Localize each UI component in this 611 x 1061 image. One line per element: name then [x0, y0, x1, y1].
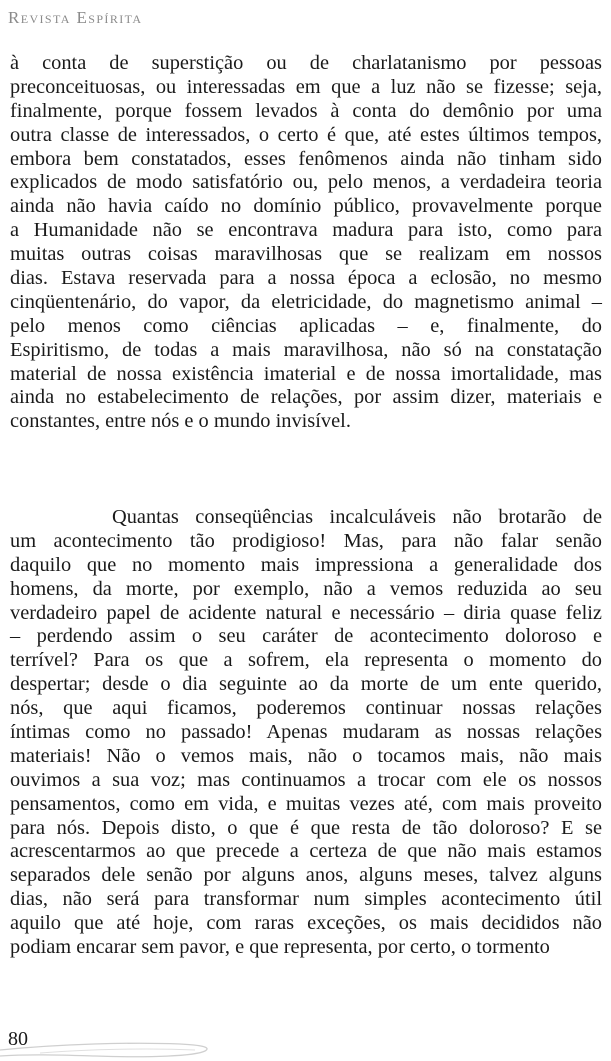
text-line: preconceituosas, ou interessadas em que a luz não se fizesse; seja, [10, 75, 602, 98]
text-line: um acontecimento tão prodigioso! Mas, para não falar senão [10, 529, 602, 552]
text-line: material de nossa existência imaterial e de nossa imortalidade, mas [10, 362, 602, 385]
text-line: materiais! Não o vemos mais, não o tocamos mais, não mais [10, 744, 602, 767]
text-line: muitas outras coisas maravilhosas que se realizam em nossos [10, 243, 602, 266]
text-line: íntimas como no passado! Apenas mudaram as nossas relações [10, 721, 602, 744]
text-line: acrescentarmos ao que precede a certeza de que não mais estamos [10, 840, 602, 863]
text-line: constantes, entre nós e o mundo invisível. [10, 410, 351, 433]
swoosh-ornament [0, 1020, 611, 1061]
text-line: embora bem constatados, esses fenômenos ainda não tinham sido [10, 147, 602, 170]
text-line: finalmente, porque fossem levados à conta do demônio por uma [10, 99, 602, 122]
running-header: Revista Espírita [8, 8, 143, 27]
text-line: pensamentos, como em vida, e muitas vezes até, com mais proveito [10, 792, 602, 815]
paragraph-2 [10, 506, 602, 960]
text-line: dias. Estava reservada para a nossa época a eclosão, no mesmo [10, 267, 602, 290]
text-line: ainda no estabelecimento de relações, por assim dizer, materiais e [10, 386, 602, 409]
text-line: daquilo que no momento mais impressiona a generalidade dos [10, 553, 602, 576]
text-line: aquilo que até hoje, com raras exceções, os mais decididos não [10, 912, 602, 935]
text-line: à conta de superstição ou de charlatanismo por pessoas [10, 52, 602, 74]
page-number: 80 [8, 1028, 28, 1050]
text-line: terrível? Para os que a sofrem, ela representa o momento do [10, 649, 602, 672]
text-line: nós, que aqui ficamos, poderemos continuar nossas relações [10, 697, 602, 720]
text-line: ouvimos a sua voz; mas continuamos a trocar com ele os nossos [10, 768, 602, 791]
paragraph-1 [10, 52, 602, 434]
text-line: verdadeiro papel de acidente natural e necessário – diria quase feliz [10, 601, 602, 624]
text-line: Espiritismo, de todas a mais maravilhosa, não só na constatação [10, 338, 602, 361]
text-line: separados dele senão por alguns anos, alguns meses, talvez alguns [10, 864, 602, 887]
text-line: Quantas conseqüências incalculáveis não brotarão de [112, 506, 602, 528]
footer-ornament [0, 1020, 611, 1061]
text-line: – perdendo assim o seu caráter de acontecimento doloroso e [10, 625, 602, 648]
text-line: pelo menos como ciências aplicadas – e, finalmente, do [10, 314, 602, 337]
text-line: despertar; desde o dia seguinte ao da morte de um ente querido, [10, 673, 602, 696]
text-line: homens, da morte, por exemplo, não a vemos reduzida ao seu [10, 577, 602, 600]
text-line: para nós. Depois disto, o que é que resta de tão doloroso? E se [10, 816, 602, 839]
text-line: outra classe de interessados, o certo é que, até estes últimos tempos, [10, 123, 602, 146]
text-line: podiam encarar sem pavor, e que representa, por certo, o tormento [10, 936, 550, 959]
text-line: cinqüentenário, do vapor, da eletricidade, do magnetismo animal – [10, 290, 602, 313]
text-line: a Humanidade não se encontrava madura para isto, como para [10, 219, 602, 242]
text-line: ainda não havia caído no domínio público, provavelmente porque [10, 195, 602, 218]
text-line: dias, não será para transformar num simples acontecimento útil [10, 888, 602, 911]
text-line: explicados de modo satisfatório ou, pelo menos, a verdadeira teoria [10, 171, 602, 194]
